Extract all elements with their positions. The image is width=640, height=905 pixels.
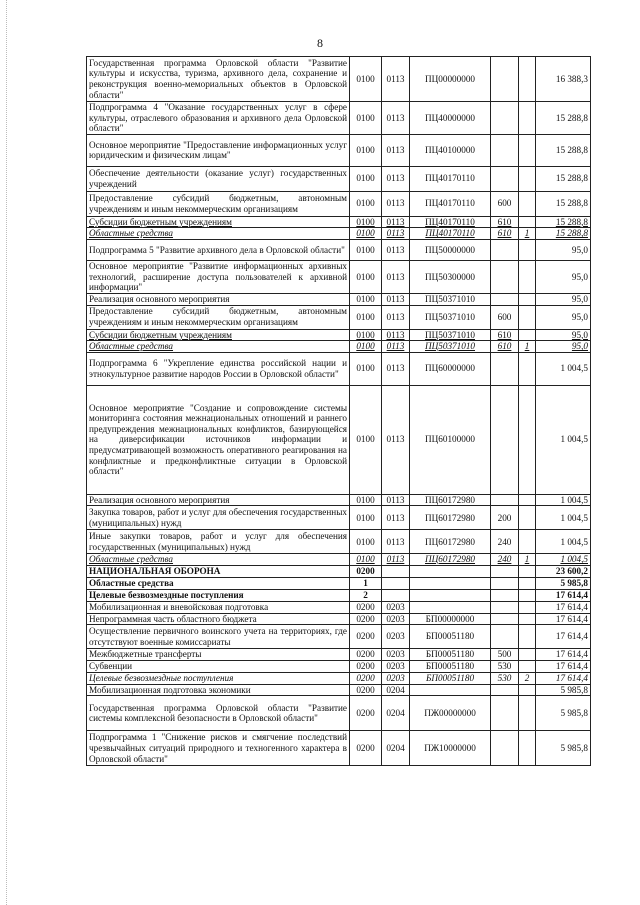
row-expense-type-cell: 610 [491, 341, 519, 353]
row-name-cell: Подпрограмма 6 "Укрепление единства российской нации и этнокультурное развитие народов России в Орловской области" [87, 352, 350, 385]
table-row [87, 577, 591, 589]
row-target-article-cell: БП00051180 [410, 661, 491, 673]
row-target-article-cell [410, 589, 491, 601]
row-name-cell: Целевые безвозмездные поступления [87, 589, 350, 601]
row-name-cell: Областные средства [87, 554, 350, 566]
row-target-article-cell: БП00051180 [410, 625, 491, 649]
row-section-cell: 0200 [350, 661, 382, 673]
row-source-cell [519, 661, 536, 673]
row-section-cell: 0100 [350, 554, 382, 566]
row-expense-type-cell [491, 102, 519, 135]
row-subsection-cell: 0113 [382, 293, 410, 305]
row-subsection-cell [382, 577, 410, 589]
row-subsection-cell: 0204 [382, 696, 410, 731]
row-source-cell [519, 293, 536, 305]
page-number: 8 [317, 36, 323, 50]
table-row [87, 731, 591, 766]
row-amount-cell: 1 004,5 [536, 554, 591, 566]
row-subsection-cell: 0113 [382, 494, 410, 506]
row-source-cell [519, 134, 536, 166]
row-name-cell: Непрограммная часть областного бюджета [87, 613, 350, 625]
row-source-cell [519, 696, 536, 731]
row-source-cell [519, 494, 536, 506]
row-source-cell [519, 305, 536, 329]
row-subsection-cell [382, 565, 410, 577]
table-row [87, 216, 591, 228]
row-source-cell [519, 530, 536, 554]
row-section-cell: 0100 [350, 530, 382, 554]
row-section-cell: 0100 [350, 293, 382, 305]
row-section-cell: 0100 [350, 352, 382, 385]
row-target-article-cell [410, 601, 491, 613]
row-name-cell: Субсидии бюджетным учреждениям [87, 216, 350, 228]
row-amount-cell: 15 288,8 [536, 134, 591, 166]
row-section-cell: 0100 [350, 494, 382, 506]
row-amount-cell: 5 985,8 [536, 696, 591, 731]
row-subsection-cell: 0113 [382, 352, 410, 385]
table-row [87, 589, 591, 601]
row-name-cell: Областные средства [87, 341, 350, 353]
table-row [87, 696, 591, 731]
row-target-article-cell: ПЦ50371010 [410, 293, 491, 305]
row-section-cell: 0100 [350, 191, 382, 216]
row-target-article-cell: ПЦ50371010 [410, 341, 491, 353]
row-expense-type-cell [491, 57, 519, 102]
row-name-cell: Обеспечение деятельности (оказание услуг) государственных учреждений [87, 166, 350, 191]
row-source-cell [519, 57, 536, 102]
row-expense-type-cell: 530 [491, 661, 519, 673]
row-section-cell: 1 [350, 577, 382, 589]
row-subsection-cell: 0113 [382, 166, 410, 191]
row-section-cell: 2 [350, 589, 382, 601]
row-subsection-cell: 0113 [382, 554, 410, 566]
table-row [87, 352, 591, 385]
row-source-cell [519, 506, 536, 530]
row-amount-cell: 23 600,2 [536, 565, 591, 577]
row-expense-type-cell [491, 260, 519, 293]
row-amount-cell: 95,0 [536, 293, 591, 305]
table-row [87, 166, 591, 191]
row-amount-cell: 5 985,8 [536, 577, 591, 589]
row-target-article-cell: ПЦ60100000 [410, 385, 491, 494]
table-row [87, 684, 591, 696]
row-source-cell: 1 [519, 554, 536, 566]
row-source-cell [519, 684, 536, 696]
row-subsection-cell: 0203 [382, 661, 410, 673]
row-name-cell: Предоставление субсидий бюджетным, автономным учреждениям и иным некоммерческим организациям [87, 191, 350, 216]
row-amount-cell: 1 004,5 [536, 494, 591, 506]
row-section-cell: 0200 [350, 696, 382, 731]
row-target-article-cell: ПЦ60000000 [410, 352, 491, 385]
row-section-cell: 0100 [350, 166, 382, 191]
row-amount-cell: 17 614,4 [536, 649, 591, 661]
row-expense-type-cell [491, 134, 519, 166]
row-amount-cell: 15 288,8 [536, 166, 591, 191]
row-subsection-cell [382, 589, 410, 601]
row-subsection-cell: 0204 [382, 684, 410, 696]
row-target-article-cell: ПЦ40000000 [410, 102, 491, 135]
row-expense-type-cell [491, 494, 519, 506]
row-amount-cell: 15 288,8 [536, 228, 591, 240]
row-subsection-cell: 0113 [382, 260, 410, 293]
row-name-cell: Иные закупки товаров, работ и услуг для обеспечения государственных (муниципальных) нужд [87, 530, 350, 554]
row-subsection-cell: 0203 [382, 673, 410, 685]
row-subsection-cell: 0113 [382, 134, 410, 166]
row-amount-cell: 17 614,4 [536, 613, 591, 625]
table-row [87, 329, 591, 341]
row-name-cell: Государственная программа Орловской области "Развитие культуры и искусства, туризма, архивного дела, сохранение и реконструкция военно-мемориальных объектов в Орловской области" [87, 57, 350, 102]
row-expense-type-cell: 500 [491, 649, 519, 661]
row-section-cell: 0100 [350, 57, 382, 102]
row-subsection-cell: 0203 [382, 601, 410, 613]
table-row [87, 613, 591, 625]
row-section-cell: 0100 [350, 305, 382, 329]
row-target-article-cell: ПЖ10000000 [410, 731, 491, 766]
table-row [87, 506, 591, 530]
row-amount-cell: 95,0 [536, 329, 591, 341]
row-amount-cell: 1 004,5 [536, 530, 591, 554]
table-row [87, 341, 591, 353]
row-expense-type-cell: 200 [491, 506, 519, 530]
row-section-cell: 0100 [350, 329, 382, 341]
row-subsection-cell: 0203 [382, 613, 410, 625]
table-row [87, 260, 591, 293]
table-row [87, 191, 591, 216]
row-expense-type-cell [491, 625, 519, 649]
row-target-article-cell: ПЦ00000000 [410, 57, 491, 102]
row-name-cell: Подпрограмма 4 "Оказание государственных услуг в сфере культуры, отраслевого образования и архивного дела Орловской области" [87, 102, 350, 135]
row-amount-cell: 15 288,8 [536, 102, 591, 135]
row-expense-type-cell [491, 239, 519, 260]
row-target-article-cell: БП00051180 [410, 673, 491, 685]
row-name-cell: Основное мероприятие "Создание и сопровождение системы мониторинга состояния межнациональных отношений и раннего предупреждения межнациональных конфликтов, базирующейся на диверсификации источников информации и предусматривающей возможность оперативного реагирования на конфликтные и предконфликтные ситуации в Орловской области" [87, 385, 350, 494]
row-name-cell: Государственная программа Орловской области "Развитие системы комплексной безопасности в Орловской области" [87, 696, 350, 731]
row-name-cell: Осуществление первичного воинского учета на территориях, где отсутствуют военные комиссариаты [87, 625, 350, 649]
row-name-cell: Основное мероприятие "Развитие информационных архивных технологий, расширение доступа пользователей к архивной информации" [87, 260, 350, 293]
row-expense-type-cell [491, 731, 519, 766]
row-expense-type-cell: 600 [491, 191, 519, 216]
row-name-cell: Мобилизационная и вневойсковая подготовка [87, 601, 350, 613]
row-name-cell: Областные средства [87, 577, 350, 589]
row-section-cell: 0100 [350, 228, 382, 240]
row-expense-type-cell: 240 [491, 554, 519, 566]
row-subsection-cell: 0113 [382, 385, 410, 494]
row-target-article-cell: ПЦ50300000 [410, 260, 491, 293]
row-name-cell: Закупка товаров, работ и услуг для обеспечения государственных (муниципальных) нужд [87, 506, 350, 530]
row-expense-type-cell: 600 [491, 305, 519, 329]
row-amount-cell: 95,0 [536, 305, 591, 329]
row-section-cell: 0200 [350, 601, 382, 613]
table-row [87, 673, 591, 685]
row-subsection-cell: 0113 [382, 341, 410, 353]
row-target-article-cell [410, 577, 491, 589]
row-section-cell: 0200 [350, 649, 382, 661]
row-amount-cell: 1 004,5 [536, 352, 591, 385]
row-section-cell: 0100 [350, 385, 382, 494]
row-amount-cell: 95,0 [536, 260, 591, 293]
table-row [87, 305, 591, 329]
row-target-article-cell: ПЦ50371010 [410, 305, 491, 329]
row-expense-type-cell [491, 601, 519, 613]
row-source-cell [519, 352, 536, 385]
row-expense-type-cell [491, 293, 519, 305]
row-subsection-cell: 0113 [382, 191, 410, 216]
row-amount-cell: 5 985,8 [536, 684, 591, 696]
row-name-cell: Субсидии бюджетным учреждениям [87, 329, 350, 341]
row-name-cell: Предоставление субсидий бюджетным, автономным учреждениям и иным некоммерческим организациям [87, 305, 350, 329]
row-source-cell [519, 385, 536, 494]
row-name-cell: НАЦИОНАЛЬНАЯ ОБОРОНА [87, 565, 350, 577]
row-amount-cell: 17 614,4 [536, 661, 591, 673]
row-name-cell: Целевые безвозмездные поступления [87, 673, 350, 685]
row-subsection-cell: 0113 [382, 228, 410, 240]
row-subsection-cell: 0113 [382, 102, 410, 135]
table-row [87, 57, 591, 102]
row-target-article-cell: ПЦ40170110 [410, 166, 491, 191]
row-expense-type-cell [491, 696, 519, 731]
row-amount-cell: 16 388,3 [536, 57, 591, 102]
row-amount-cell: 17 614,4 [536, 625, 591, 649]
row-source-cell [519, 601, 536, 613]
row-expense-type-cell [491, 684, 519, 696]
row-source-cell [519, 166, 536, 191]
row-expense-type-cell: 240 [491, 530, 519, 554]
row-name-cell: Межбюджетные трансферты [87, 649, 350, 661]
table-row [87, 385, 591, 494]
table-row [87, 661, 591, 673]
row-subsection-cell: 0113 [382, 530, 410, 554]
row-name-cell: Подпрограмма 1 "Снижение рисков и смягчение последствий чрезвычайных ситуаций природного и техногенного характера в Орловской области" [87, 731, 350, 766]
row-section-cell: 0200 [350, 731, 382, 766]
budget-table [86, 56, 591, 766]
row-target-article-cell: ПЦ50371010 [410, 329, 491, 341]
row-target-article-cell: БП00051180 [410, 649, 491, 661]
table-row [87, 649, 591, 661]
row-source-cell [519, 577, 536, 589]
row-name-cell: Субвенции [87, 661, 350, 673]
row-subsection-cell: 0113 [382, 506, 410, 530]
row-amount-cell: 5 985,8 [536, 731, 591, 766]
table-row [87, 228, 591, 240]
row-subsection-cell: 0113 [382, 57, 410, 102]
row-subsection-cell: 0203 [382, 649, 410, 661]
row-expense-type-cell [491, 352, 519, 385]
row-amount-cell: 15 288,8 [536, 216, 591, 228]
row-name-cell: Основное мероприятие "Предоставление информационных услуг юридическим и физическим лицам" [87, 134, 350, 166]
row-amount-cell: 17 614,4 [536, 589, 591, 601]
row-source-cell [519, 625, 536, 649]
row-name-cell: Реализация основного мероприятия [87, 494, 350, 506]
table-row [87, 239, 591, 260]
row-source-cell: 1 [519, 341, 536, 353]
table-row [87, 102, 591, 135]
row-source-cell [519, 613, 536, 625]
row-source-cell [519, 589, 536, 601]
row-section-cell: 0200 [350, 613, 382, 625]
row-source-cell: 1 [519, 228, 536, 240]
row-expense-type-cell [491, 166, 519, 191]
row-source-cell [519, 565, 536, 577]
row-expense-type-cell [491, 613, 519, 625]
row-source-cell [519, 191, 536, 216]
row-name-cell: Областные средства [87, 228, 350, 240]
row-amount-cell: 17 614,4 [536, 673, 591, 685]
left-margin-rule [6, 0, 7, 905]
row-target-article-cell: ПЦ40100000 [410, 134, 491, 166]
row-target-article-cell: ПЖ00000000 [410, 696, 491, 731]
row-section-cell: 0100 [350, 341, 382, 353]
row-section-cell: 0200 [350, 684, 382, 696]
row-section-cell: 0100 [350, 134, 382, 166]
row-target-article-cell: ПЦ60172980 [410, 530, 491, 554]
row-section-cell: 0100 [350, 102, 382, 135]
row-name-cell: Мобилизационная подготовка экономики [87, 684, 350, 696]
row-expense-type-cell [491, 577, 519, 589]
table-row [87, 293, 591, 305]
row-source-cell [519, 216, 536, 228]
row-target-article-cell: ПЦ50000000 [410, 239, 491, 260]
row-amount-cell: 1 004,5 [536, 506, 591, 530]
row-subsection-cell: 0113 [382, 239, 410, 260]
row-source-cell [519, 102, 536, 135]
row-name-cell: Реализация основного мероприятия [87, 293, 350, 305]
row-expense-type-cell [491, 565, 519, 577]
row-source-cell [519, 731, 536, 766]
row-source-cell [519, 329, 536, 341]
row-section-cell: 0100 [350, 216, 382, 228]
row-expense-type-cell: 610 [491, 329, 519, 341]
row-target-article-cell: БП00000000 [410, 613, 491, 625]
row-target-article-cell: ПЦ60172980 [410, 494, 491, 506]
row-target-article-cell [410, 684, 491, 696]
row-target-article-cell: ПЦ40170110 [410, 216, 491, 228]
row-target-article-cell [410, 565, 491, 577]
row-section-cell: 0200 [350, 565, 382, 577]
table-row [87, 565, 591, 577]
row-target-article-cell: ПЦ60172980 [410, 554, 491, 566]
row-name-cell: Подпрограмма 5 "Развитие архивного дела в Орловской области" [87, 239, 350, 260]
row-source-cell: 2 [519, 673, 536, 685]
row-amount-cell: 95,0 [536, 239, 591, 260]
row-amount-cell: 1 004,5 [536, 385, 591, 494]
row-section-cell: 0200 [350, 625, 382, 649]
row-subsection-cell: 0113 [382, 305, 410, 329]
row-amount-cell: 95,0 [536, 341, 591, 353]
row-subsection-cell: 0203 [382, 625, 410, 649]
table-row [87, 530, 591, 554]
row-target-article-cell: ПЦ60172980 [410, 506, 491, 530]
table-row [87, 625, 591, 649]
row-target-article-cell: ПЦ40170110 [410, 228, 491, 240]
row-section-cell: 0200 [350, 673, 382, 685]
table-row [87, 494, 591, 506]
row-subsection-cell: 0204 [382, 731, 410, 766]
row-target-article-cell: ПЦ40170110 [410, 191, 491, 216]
table-row [87, 134, 591, 166]
row-expense-type-cell [491, 589, 519, 601]
row-subsection-cell: 0113 [382, 216, 410, 228]
row-expense-type-cell: 530 [491, 673, 519, 685]
row-expense-type-cell [491, 385, 519, 494]
row-amount-cell: 15 288,8 [536, 191, 591, 216]
row-source-cell [519, 649, 536, 661]
table-row [87, 554, 591, 566]
row-source-cell [519, 239, 536, 260]
row-section-cell: 0100 [350, 239, 382, 260]
row-subsection-cell: 0113 [382, 329, 410, 341]
row-section-cell: 0100 [350, 260, 382, 293]
row-expense-type-cell: 610 [491, 216, 519, 228]
row-section-cell: 0100 [350, 506, 382, 530]
table-row [87, 601, 591, 613]
row-amount-cell: 17 614,4 [536, 601, 591, 613]
row-source-cell [519, 260, 536, 293]
row-expense-type-cell: 610 [491, 228, 519, 240]
